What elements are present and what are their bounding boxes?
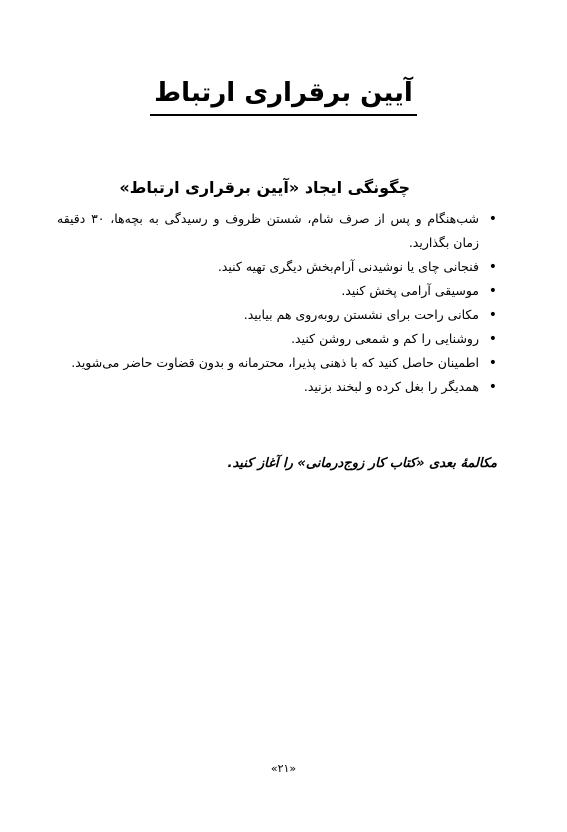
list-item: • روشنایی را کم و شمعی روشن کنید.	[57, 327, 497, 351]
page-title-text: آیین برقراری ارتباط	[150, 78, 417, 116]
closing-note: مکالمهٔ بعدی «کتاب کار زوج‌درمانی» را آغاز کنید.	[227, 456, 497, 471]
list-item: • موسیقی آرامی پخش کنید.	[57, 279, 497, 303]
page-number: «۲۱»	[270, 762, 297, 775]
list-item: • شب‌هنگام و پس از صرف شام، شستن ظروف و رسیدگی به بچه‌ها، ۳۰ دقیقه زمان بگذارید.	[57, 207, 497, 255]
list-item: • فنجانی چای یا نوشیدنی آرام‌بخش دیگری تهیه کنید.	[57, 255, 497, 279]
list-item: • اطمینان حاصل کنید که با ذهنی پذیرا، محترمانه و بدون قضاوت حاضر می‌شوید.	[57, 351, 497, 375]
section-heading: چگونگی ایجاد «آیین برقراری ارتباط»	[119, 178, 410, 197]
list-item: • مکانی راحت برای نشستن روبه‌روی هم بیابید.	[57, 303, 497, 327]
list-item: • همدیگر را بغل کرده و لبخند بزنید.	[57, 375, 497, 399]
steps-list	[57, 207, 497, 399]
page-title	[0, 78, 567, 116]
